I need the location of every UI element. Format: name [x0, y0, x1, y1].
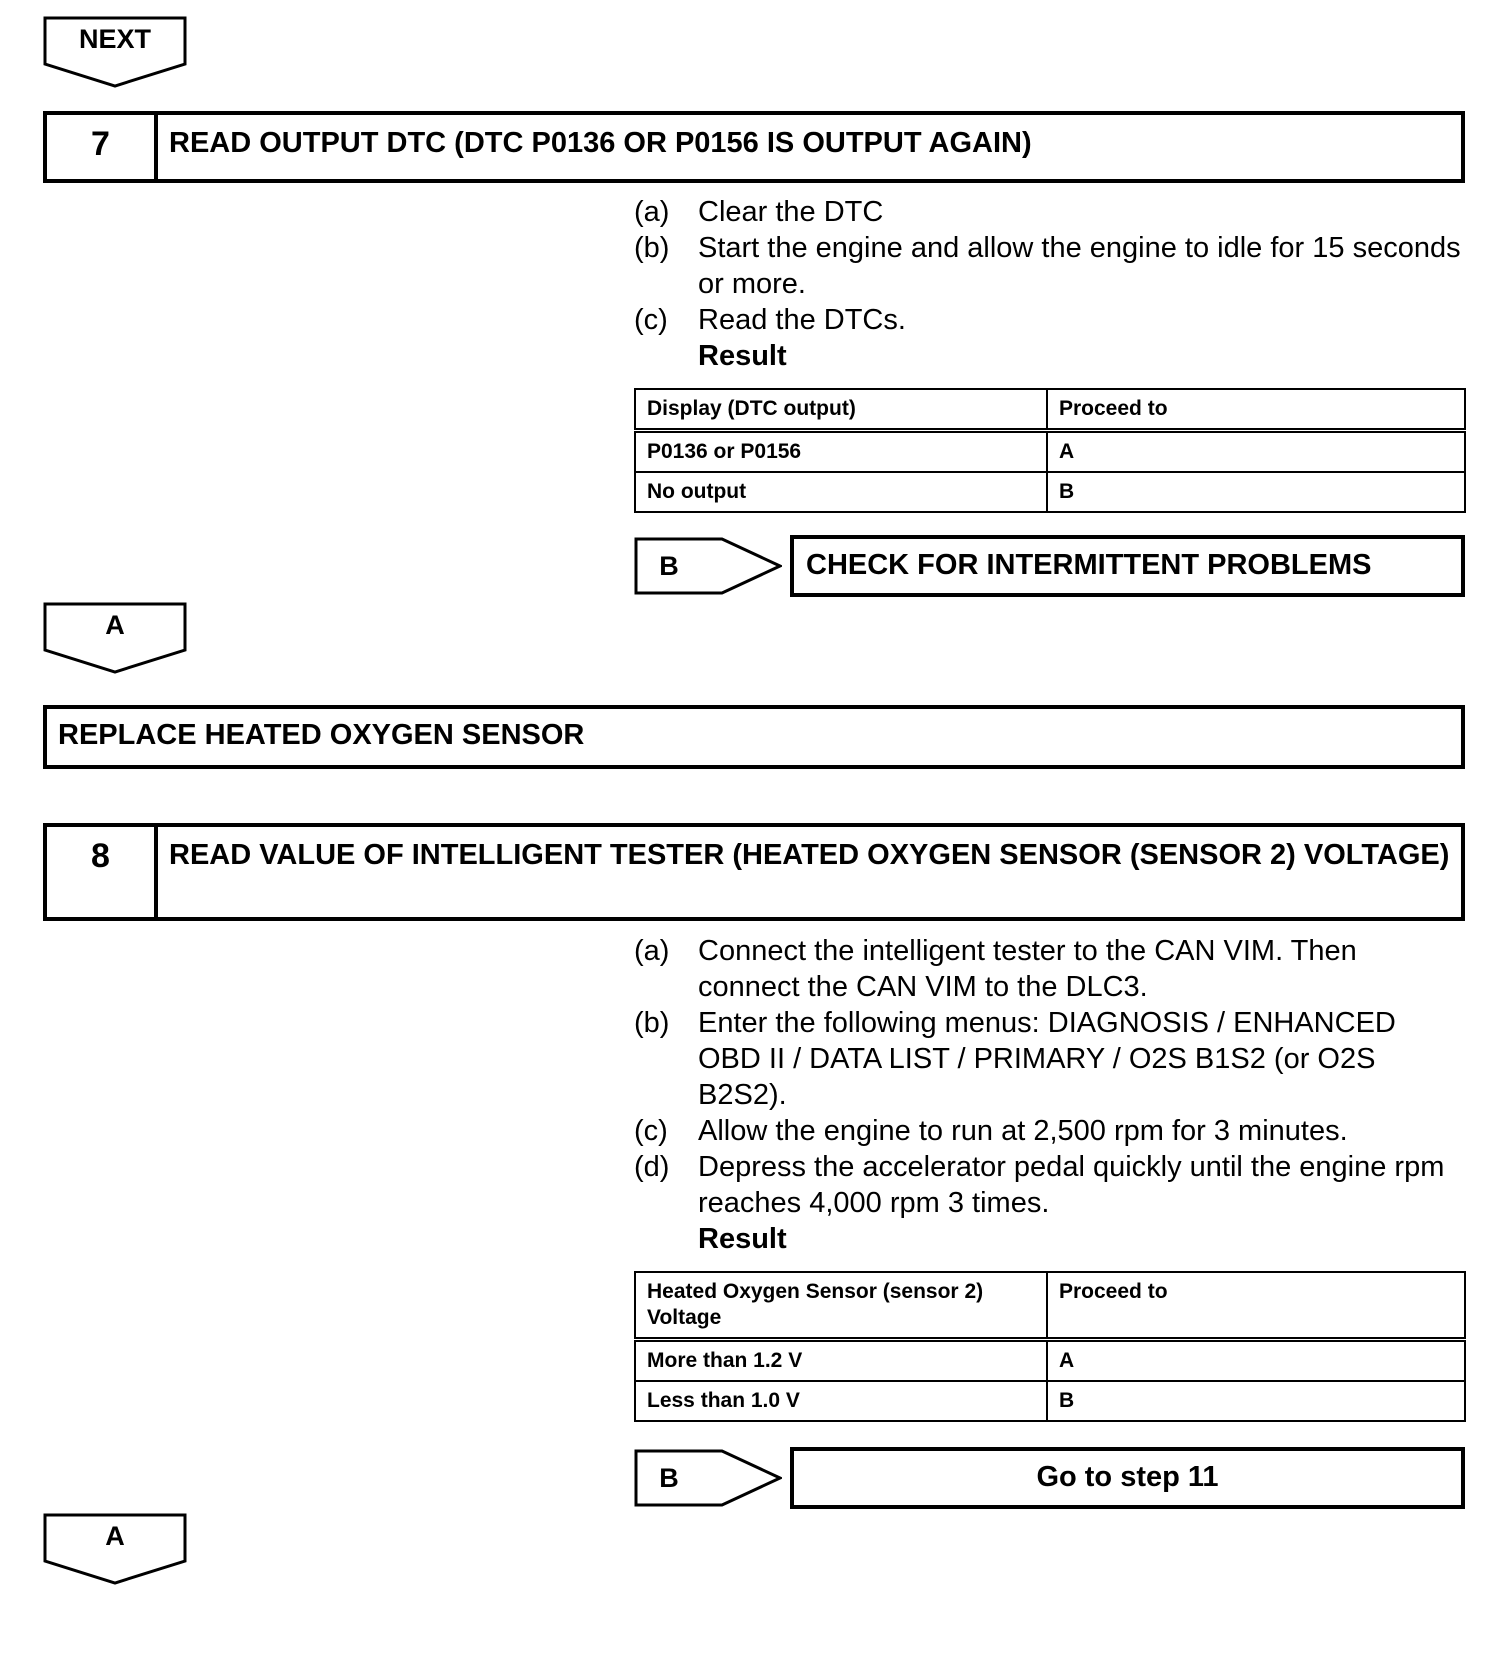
- check-intermittent-box: CHECK FOR INTERMITTENT PROBLEMS: [790, 535, 1465, 597]
- table-row: [635, 472, 1465, 512]
- table-cell: B: [1047, 472, 1465, 512]
- instruction-letter: (b): [634, 232, 670, 264]
- step-7-title: READ OUTPUT DTC (DTC P0136 OR P0156 IS OUTPUT AGAIN): [169, 127, 1032, 159]
- instruction-text: Depress the accelerator pedal quickly until the engine rpm reaches 4,000 rpm 3 times.: [698, 1151, 1445, 1219]
- branch-a-arrow: [43, 602, 187, 674]
- table-cell: No output: [635, 472, 1047, 512]
- instruction-item: [634, 933, 1464, 1005]
- table-row: [635, 1340, 1465, 1382]
- table-cell: A: [1047, 431, 1465, 473]
- instruction-text: Connect the intelligent tester to the CAN VIM. Then connect the CAN VIM to the DLC3.: [698, 935, 1357, 1003]
- step-8-number: 8: [47, 827, 158, 917]
- branch-b-arrow: [634, 537, 782, 595]
- step-7-number: 7: [47, 115, 158, 179]
- table-cell: Less than 1.0 V: [635, 1381, 1047, 1421]
- go-to-step-box: Go to step 11: [790, 1447, 1465, 1509]
- step-8-result-table: [634, 1271, 1466, 1422]
- instruction-text: Allow the engine to run at 2,500 rpm for 3 minutes.: [698, 1115, 1348, 1147]
- instruction-letter: (a): [634, 196, 670, 228]
- step-8-instructions: [634, 933, 1464, 1257]
- table-header-row: [635, 1272, 1465, 1340]
- table-cell: More than 1.2 V: [635, 1340, 1047, 1382]
- next-arrow: [43, 16, 187, 88]
- instruction-item: [634, 230, 1464, 302]
- result-label: Result: [698, 340, 787, 372]
- step-7-instructions: [634, 194, 1464, 374]
- branch-b-arrow: [634, 1449, 782, 1507]
- branch-a-label: A: [105, 1520, 125, 1551]
- instruction-item: [634, 302, 1464, 338]
- next-label: NEXT: [78, 23, 151, 54]
- branch-b-label: B: [659, 550, 679, 581]
- step-7-header: [43, 111, 1465, 183]
- replace-sensor-box: REPLACE HEATED OXYGEN SENSOR: [43, 705, 1465, 769]
- instruction-text: Clear the DTC: [698, 196, 884, 228]
- instruction-text: Enter the following menus: DIAGNOSIS / ENHANCED OBD II / DATA LIST / PRIMARY / O2S B1S2 (or O2S B2S2).: [698, 1007, 1396, 1111]
- result-label: Result: [698, 1223, 787, 1255]
- table-header-cell: Heated Oxygen Sensor (sensor 2) Voltage: [635, 1272, 1047, 1340]
- instruction-item: [634, 1149, 1464, 1221]
- instruction-text: Read the DTCs.: [698, 304, 906, 336]
- instruction-item: [634, 1113, 1464, 1149]
- branch-a-label: A: [105, 609, 125, 640]
- table-row: [635, 431, 1465, 473]
- table-cell: B: [1047, 1381, 1465, 1421]
- instruction-letter: (c): [634, 1115, 668, 1147]
- table-cell: A: [1047, 1340, 1465, 1382]
- instruction-letter: (a): [634, 935, 670, 967]
- instruction-letter: (b): [634, 1007, 670, 1039]
- step-7-result-table: [634, 388, 1466, 513]
- table-row: [635, 1381, 1465, 1421]
- step-8-header: [43, 823, 1465, 921]
- instruction-letter: (d): [634, 1151, 670, 1183]
- table-header-cell: Proceed to: [1047, 1272, 1465, 1340]
- instruction-item: [634, 1005, 1464, 1113]
- instruction-text: Start the engine and allow the engine to idle for 15 seconds or more.: [698, 232, 1461, 300]
- branch-b-label: B: [659, 1462, 679, 1493]
- instruction-letter: (c): [634, 304, 668, 336]
- instruction-item: [634, 194, 1464, 230]
- table-header-row: [635, 389, 1465, 431]
- table-cell: P0136 or P0156: [635, 431, 1047, 473]
- table-header-cell: Display (DTC output): [635, 389, 1047, 431]
- branch-a-arrow: [43, 1513, 187, 1585]
- table-header-cell: Proceed to: [1047, 389, 1465, 431]
- step-8-title: READ VALUE OF INTELLIGENT TESTER (HEATED OXYGEN SENSOR (SENSOR 2) VOLTAGE): [169, 839, 1450, 871]
